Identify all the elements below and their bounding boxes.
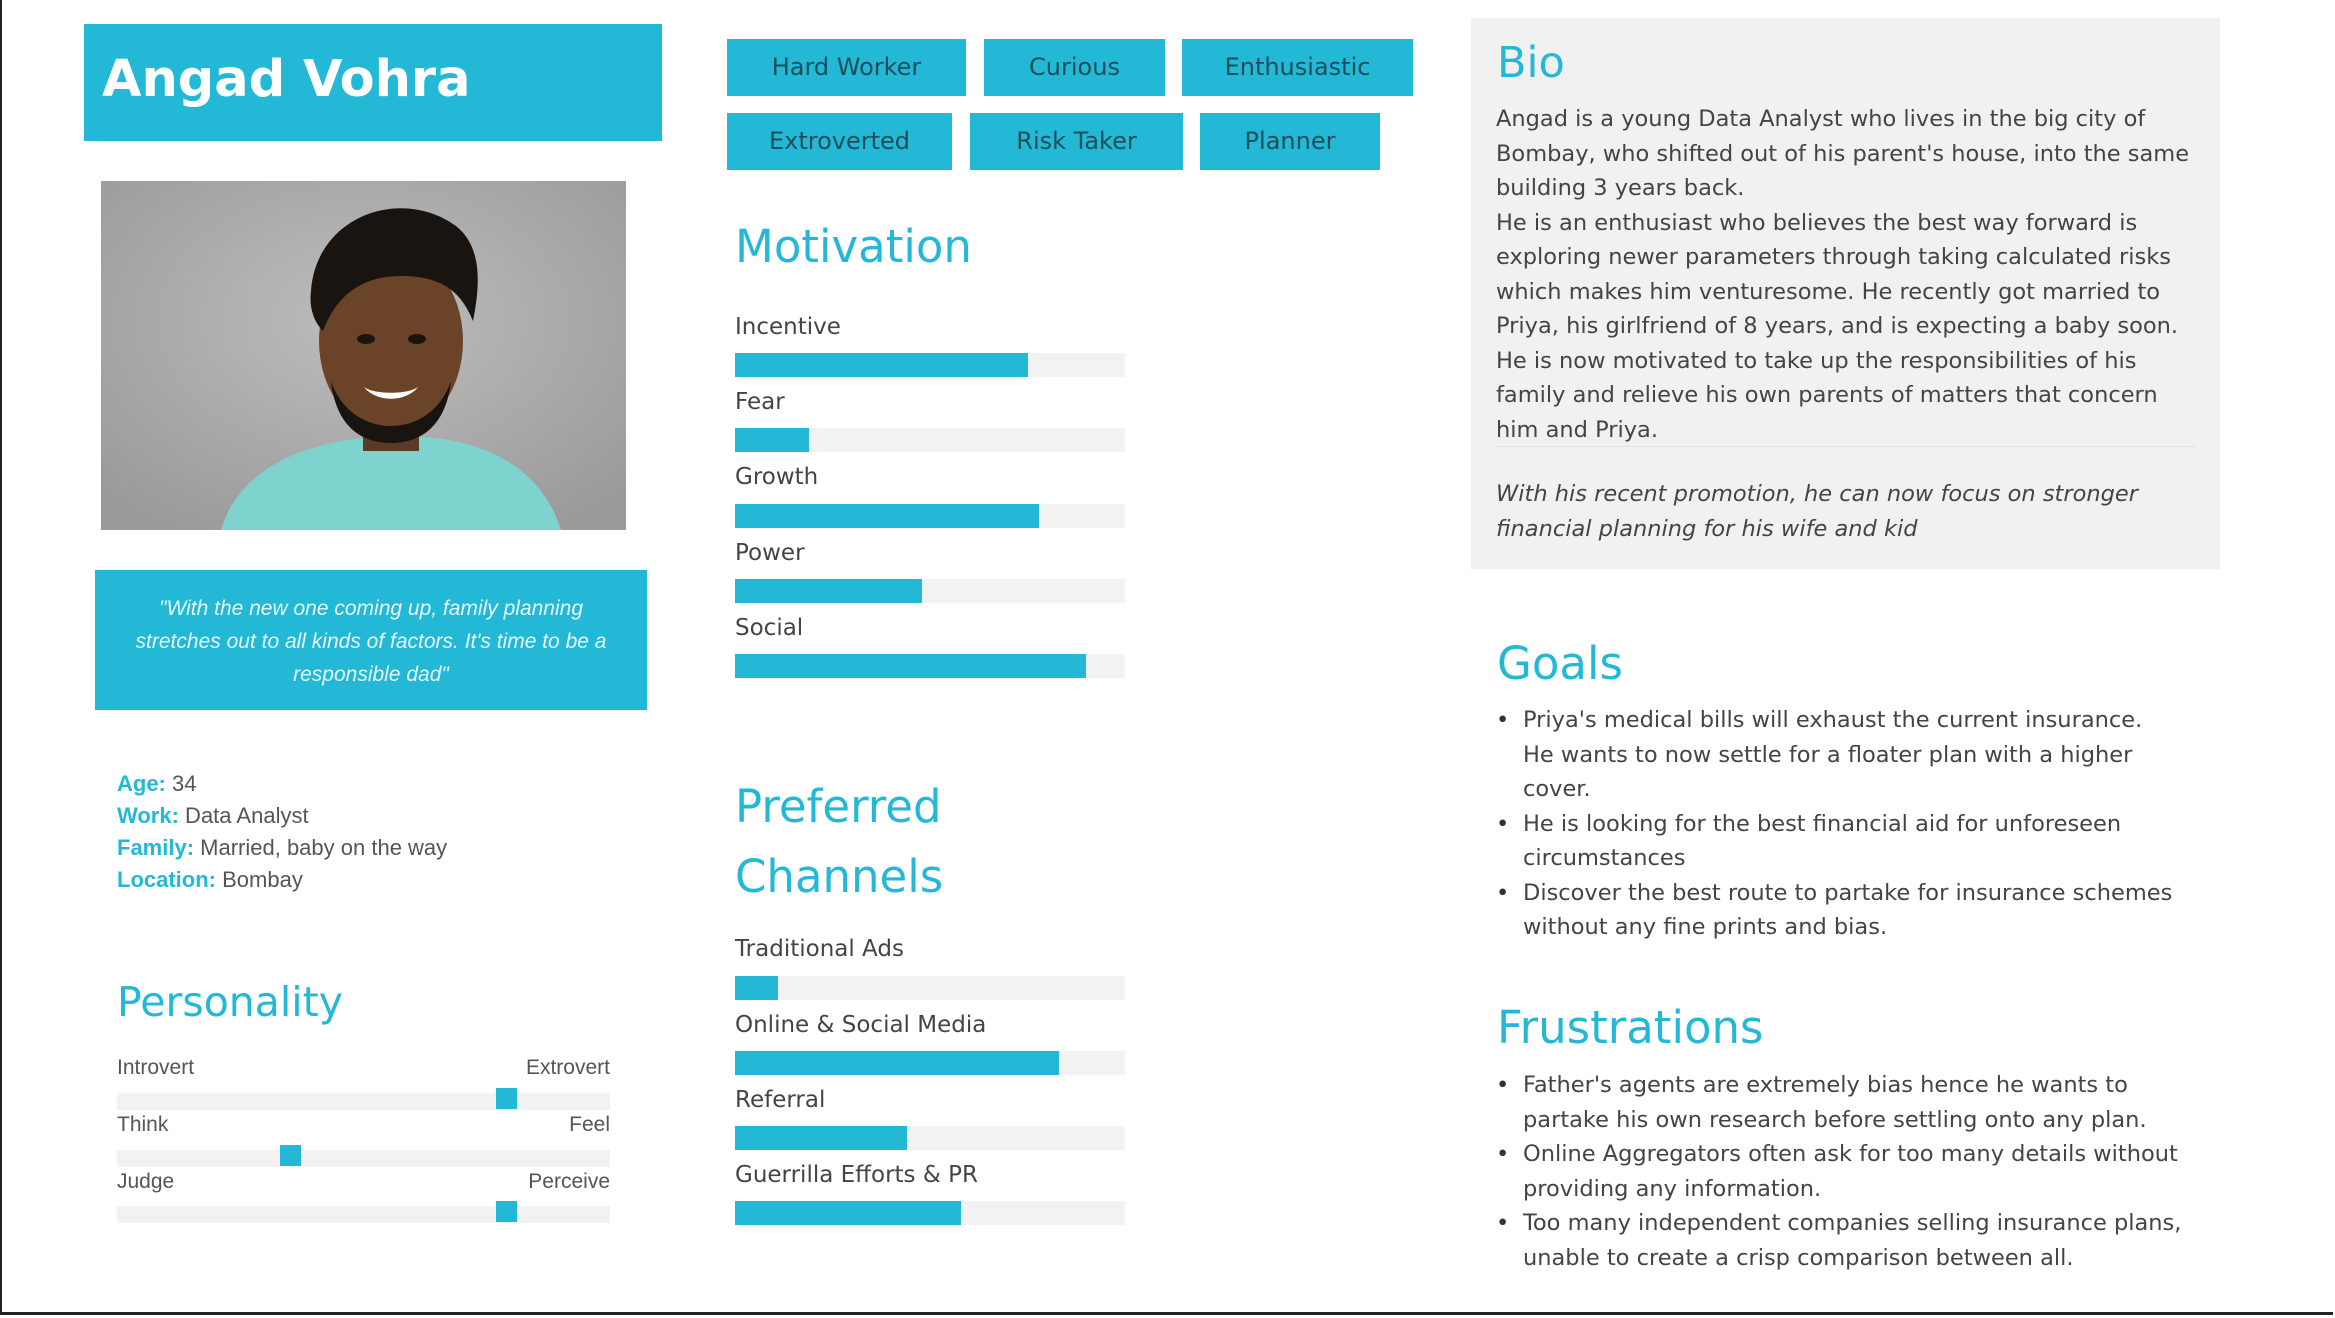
bio-text (1496, 102, 2206, 447)
goal-item: • Priya's medical bills will exhaust the current insurance. He wants to now settle for a floater plan with a higher cover. (1496, 703, 2176, 807)
persona-photo (101, 181, 626, 530)
frustration-item: • Online Aggregators often ask for too many details without providing any information. (1496, 1137, 2206, 1206)
bio-divider (1496, 446, 2196, 447)
goal-item: • He is looking for the best financial aid for unforeseen circumstances (1496, 807, 2176, 876)
channel-bar-fill (735, 1051, 1059, 1075)
channel-label: Traditional Ads (735, 936, 904, 962)
scale-track (117, 1150, 610, 1167)
motivation-bar-track (735, 504, 1125, 528)
portrait-illustration (101, 181, 626, 530)
goals-title: Goals (1497, 637, 1623, 690)
channel-label: Referral (735, 1087, 826, 1113)
channel-bar-track (735, 976, 1125, 1000)
channel-bar-fill (735, 976, 778, 1000)
trait-tag: Curious (984, 39, 1165, 96)
motivation-bar-track (735, 353, 1125, 377)
scale-left-label: Introvert (117, 1056, 195, 1079)
bio-paragraph: He is an enthusiast who believes the best way forward is exploring newer parameters through taking calculated risks which makes him venturesome. He recently got married to Priya, his girlfriend of 8 years, and is expecting a baby soon. He is now motivated to take up the responsibilities of his family and relieve his own parents of matters that concern him and Priya. (1496, 209, 2179, 443)
channel-bar-fill (735, 1126, 907, 1150)
trait-tag: Risk Taker (970, 113, 1183, 170)
persona-quote-box (95, 570, 647, 710)
motivation-bar-fill (735, 353, 1028, 377)
persona-quote: "With the new one coming up, family planning stretches out to all kinds of factors. It's time to be a responsible dad" (135, 597, 607, 686)
scale-track (117, 1206, 610, 1223)
motivation-bar-fill (735, 654, 1086, 678)
motivation-label: Fear (735, 389, 785, 415)
channel-bar-track (735, 1201, 1125, 1225)
scale-right-label: Feel (569, 1113, 610, 1136)
motivation-bar-track (735, 579, 1125, 603)
persona-facts (117, 768, 447, 896)
scale-marker (496, 1088, 517, 1109)
bio-note: With his recent promotion, he can now focus on stronger financial planning for his wife and kid (1496, 481, 2139, 542)
channel-bar-track (735, 1051, 1125, 1075)
scale-left-label: Think (117, 1113, 169, 1136)
goals-list (1496, 703, 2176, 945)
motivation-bar-track (735, 654, 1125, 678)
motivation-bar-track (735, 428, 1125, 452)
fact-location: Location: Bombay (117, 867, 303, 892)
motivation-label: Social (735, 615, 804, 641)
motivation-bar-fill (735, 428, 809, 452)
trait-tag: Extroverted (727, 113, 952, 170)
frustrations-title: Frustrations (1497, 1001, 1764, 1054)
motivation-bar-fill (735, 504, 1039, 528)
fact-family: Family: Married, baby on the way (117, 835, 448, 860)
trait-tag: Enthusiastic (1182, 39, 1413, 96)
frustration-item: • Father's agents are extremely bias hence he wants to partake his own research before settling onto any plan. (1496, 1068, 2206, 1137)
goal-item: • Discover the best route to partake for insurance schemes without any fine prints and bias. (1496, 876, 2176, 945)
channel-label: Guerrilla Efforts & PR (735, 1162, 978, 1188)
motivation-label: Incentive (735, 314, 841, 340)
motivation-title: Motivation (735, 220, 972, 273)
scale-marker (496, 1201, 517, 1222)
bio-paragraph: Angad is a young Data Analyst who lives in the big city of Bombay, who shifted out of his parent's house, into the same building 3 years back. (1496, 106, 2190, 201)
frustrations-list (1496, 1068, 2206, 1275)
scale-marker (280, 1145, 301, 1166)
persona-name: Angad Vohra (102, 50, 471, 109)
fact-work: Work: Data Analyst (117, 803, 309, 828)
channel-bar-track (735, 1126, 1125, 1150)
bio-title: Bio (1497, 38, 1565, 88)
personality-title: Personality (117, 978, 344, 1026)
channel-bar-fill (735, 1201, 961, 1225)
channel-label: Online & Social Media (735, 1012, 987, 1038)
trait-tag: Hard Worker (727, 39, 966, 96)
trait-tag: Planner (1200, 113, 1380, 170)
scale-right-label: Perceive (528, 1170, 610, 1193)
scale-track (117, 1093, 610, 1110)
scale-right-label: Extrovert (525, 1056, 610, 1079)
scale-left-label: Judge (117, 1170, 175, 1193)
motivation-bar-fill (735, 579, 922, 603)
frustration-item: • Too many independent companies selling insurance plans, unable to create a crisp comparison between all. (1496, 1206, 2206, 1275)
persona-name-banner (84, 24, 662, 141)
motivation-label: Power (735, 540, 805, 566)
motivation-label: Growth (735, 464, 819, 490)
fact-age: Age: 34 (117, 771, 197, 796)
channels-title: Preferred Channels (735, 780, 944, 903)
